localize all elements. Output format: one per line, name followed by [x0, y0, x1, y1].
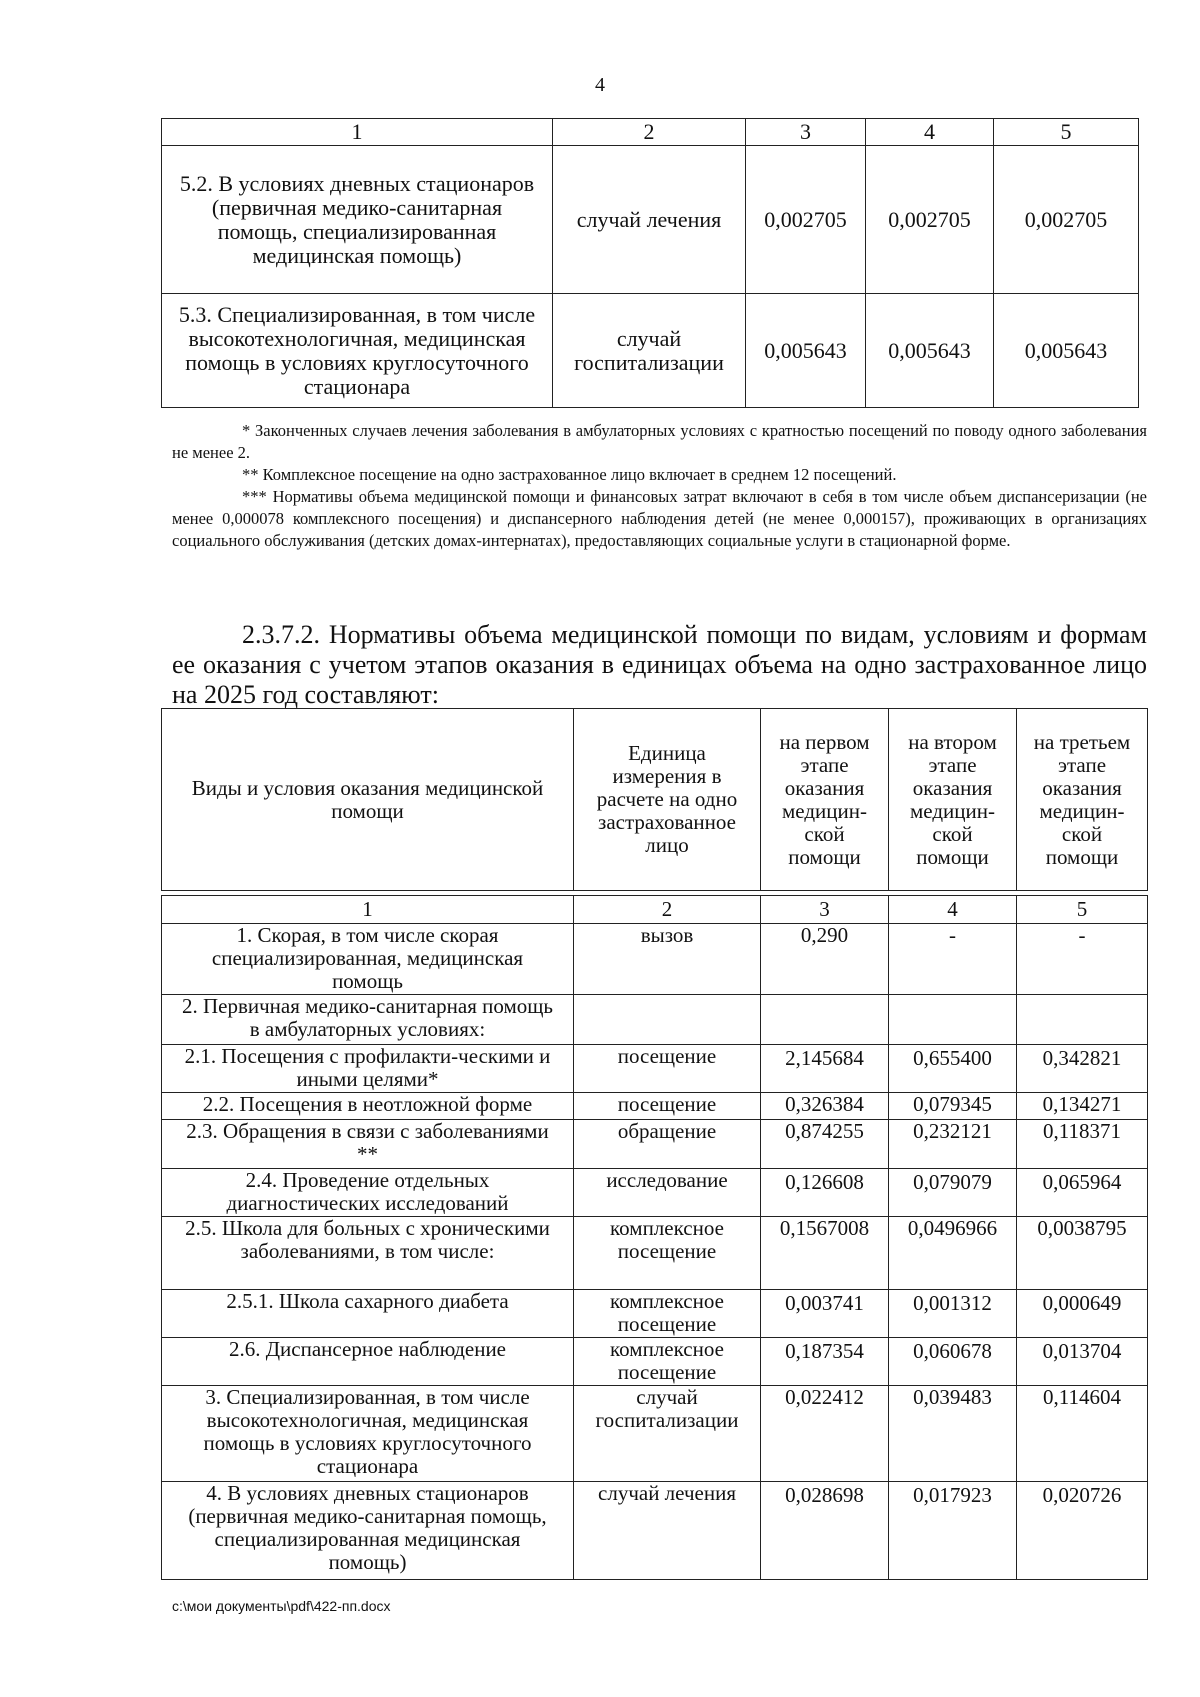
row-value-stage-1: 0,1567008 — [761, 1217, 889, 1290]
row-unit: случай госпитализации — [574, 1386, 761, 1482]
row-value-stage-3: 0,114604 — [1017, 1386, 1148, 1482]
footnote-2: ** Комплексное посещение на одно застрахованное лицо включает в среднем 12 посещений. — [242, 465, 897, 484]
row-value-stage-2: - — [889, 924, 1017, 995]
header-stage-2: на втором этапе оказания медицин-ской помощи — [889, 709, 1017, 891]
header-unit: Единица измерения в расчете на одно застрахованное лицо — [574, 709, 761, 891]
row-value-stage-3 — [1017, 995, 1148, 1045]
row-value-stage-1: 0,003741 — [761, 1290, 889, 1338]
row-name: 2.4. Проведение отдельных диагностических исследований — [162, 1169, 574, 1217]
row-value-stage-1: 0,326384 — [761, 1093, 889, 1120]
column-number: 4 — [889, 896, 1017, 924]
table-row — [162, 995, 1148, 1045]
continuation-table — [161, 118, 1139, 408]
row-unit: случай лечения — [553, 146, 746, 294]
row-unit: комплексное посещение — [574, 1338, 761, 1386]
row-name: 2.5.1. Школа сахарного диабета — [162, 1290, 574, 1338]
row-name: 1. Скорая, в том числе скорая специализированная, медицинская помощь — [162, 924, 574, 995]
header-care-type: Виды и условия оказания медицинской помощи — [162, 709, 574, 891]
row-name: 2.5. Школа для больных с хроническими заболеваниями, в том числе: — [162, 1217, 574, 1290]
row-value-stage-2: 0,060678 — [889, 1338, 1017, 1386]
row-unit: комплексное посещение — [574, 1217, 761, 1290]
row-unit: посещение — [574, 1045, 761, 1093]
row-value-stage-1: 0,028698 — [761, 1482, 889, 1580]
standards-table-header — [161, 708, 1148, 891]
footnotes — [172, 420, 1147, 552]
row-value-stage-3: 0,134271 — [1017, 1093, 1148, 1120]
row-name: 2.3. Обращения в связи с заболеваниями ** — [162, 1120, 574, 1169]
row-name: 4. В условиях дневных стационаров (первичная медико-санитарная помощь, специализированная медицинская помощь) — [162, 1482, 574, 1580]
table-row — [162, 1482, 1148, 1580]
row-value-stage-3: 0,118371 — [1017, 1120, 1148, 1169]
row-name: 2.2. Посещения в неотложной форме — [162, 1093, 574, 1120]
table-row — [162, 1290, 1148, 1338]
column-number: 2 — [574, 896, 761, 924]
table-row — [162, 146, 1139, 294]
standards-table — [161, 895, 1148, 1580]
row-unit: посещение — [574, 1093, 761, 1120]
row-unit: обращение — [574, 1120, 761, 1169]
table-row — [162, 294, 1139, 408]
table-row — [162, 1338, 1148, 1386]
row-unit: случай госпитализации — [553, 294, 746, 408]
row-value-stage-1: 0,187354 — [761, 1338, 889, 1386]
row-value-stage-3: 0,020726 — [1017, 1482, 1148, 1580]
row-value-stage-2: 0,001312 — [889, 1290, 1017, 1338]
row-value-stage-1: 0,874255 — [761, 1120, 889, 1169]
row-value-stage-1: 0,005643 — [746, 294, 866, 408]
column-number: 5 — [994, 119, 1139, 146]
row-value-stage-3: 0,342821 — [1017, 1045, 1148, 1093]
row-value-stage-3: - — [1017, 924, 1148, 995]
row-unit: комплексное посещение — [574, 1290, 761, 1338]
row-value-stage-1: 0,290 — [761, 924, 889, 995]
header-stage-1: на первом этапе оказания медицин-ской помощи — [761, 709, 889, 891]
table-row — [162, 924, 1148, 995]
table-row — [162, 1093, 1148, 1120]
footnote-3: *** Нормативы объема медицинской помощи и финансовых затрат включают в себя в том числе объем диспансеризации (не менее 0,000078 комплексного посещения) и диспансерного наблюдения детей (не менее 0,000157), проживающих в организациях социального обслуживания (детских домах-интернатах), предоставляющих социальные услуги в стационарной форме. — [172, 487, 1147, 550]
header-stage-3: на третьем этапе оказания медицин-ской помощи — [1017, 709, 1148, 891]
row-value-stage-2 — [889, 995, 1017, 1045]
row-value-stage-2: 0,655400 — [889, 1045, 1017, 1093]
column-number: 5 — [1017, 896, 1148, 924]
row-value-stage-1 — [761, 995, 889, 1045]
table-row — [162, 1120, 1148, 1169]
row-value-stage-1: 0,022412 — [761, 1386, 889, 1482]
column-number-row — [162, 119, 1139, 146]
row-value-stage-2: 0,232121 — [889, 1120, 1017, 1169]
row-value-stage-2: 0,0496966 — [889, 1217, 1017, 1290]
column-number: 4 — [866, 119, 994, 146]
row-value-stage-3: 0,013704 — [1017, 1338, 1148, 1386]
table-row — [162, 1045, 1148, 1093]
column-number: 3 — [761, 896, 889, 924]
section-paragraph: 2.3.7.2. Нормативы объема медицинской помощи по видам, условиям и формам ее оказания с учетом этапов оказания в единицах объема на одно застрахованное лицо на 2025 год составляют: — [172, 620, 1147, 709]
row-value-stage-3: 0,005643 — [994, 294, 1139, 408]
row-value-stage-3: 0,002705 — [994, 146, 1139, 294]
row-unit — [574, 995, 761, 1045]
row-unit: случай лечения — [574, 1482, 761, 1580]
row-value-stage-1: 2,145684 — [761, 1045, 889, 1093]
row-value-stage-3: 0,065964 — [1017, 1169, 1148, 1217]
column-number: 2 — [553, 119, 746, 146]
column-number-row — [162, 896, 1148, 924]
row-value-stage-2: 0,005643 — [866, 294, 994, 408]
table-row — [162, 1217, 1148, 1290]
column-number: 1 — [162, 896, 574, 924]
column-number: 1 — [162, 119, 553, 146]
row-value-stage-2: 0,079345 — [889, 1093, 1017, 1120]
row-name: 5.2. В условиях дневных стационаров (первичная медико-санитарная помощь, специализированная медицинская помощь) — [162, 146, 553, 294]
row-value-stage-3: 0,0038795 — [1017, 1217, 1148, 1290]
row-value-stage-3: 0,000649 — [1017, 1290, 1148, 1338]
row-value-stage-1: 0,002705 — [746, 146, 866, 294]
file-path-footer: c:\мои документы\pdf\422-пп.docx — [172, 1598, 391, 1614]
row-value-stage-2: 0,079079 — [889, 1169, 1017, 1217]
row-name: 3. Специализированная, в том числе высокотехнологичная, медицинская помощь в условиях круглосуточного стационара — [162, 1386, 574, 1482]
row-name: 5.3. Специализированная, в том числе высокотехнологичная, медицинская помощь в условиях круглосуточного стационара — [162, 294, 553, 408]
row-value-stage-2: 0,039483 — [889, 1386, 1017, 1482]
column-number: 3 — [746, 119, 866, 146]
page-number: 4 — [595, 74, 605, 96]
row-value-stage-2: 0,017923 — [889, 1482, 1017, 1580]
row-name: 2.6. Диспансерное наблюдение — [162, 1338, 574, 1386]
row-name: 2.1. Посещения с профилакти-ческими и иными целями* — [162, 1045, 574, 1093]
row-unit: исследование — [574, 1169, 761, 1217]
table-row — [162, 1169, 1148, 1217]
row-name: 2. Первичная медико-санитарная помощь в амбулаторных условиях: — [162, 995, 574, 1045]
table-row — [162, 1386, 1148, 1482]
row-value-stage-2: 0,002705 — [866, 146, 994, 294]
row-value-stage-1: 0,126608 — [761, 1169, 889, 1217]
row-unit: вызов — [574, 924, 761, 995]
footnote-1: * Законченных случаев лечения заболевания в амбулаторных условиях с кратностью посещений по поводу одного заболевания не менее 2. — [172, 421, 1147, 462]
